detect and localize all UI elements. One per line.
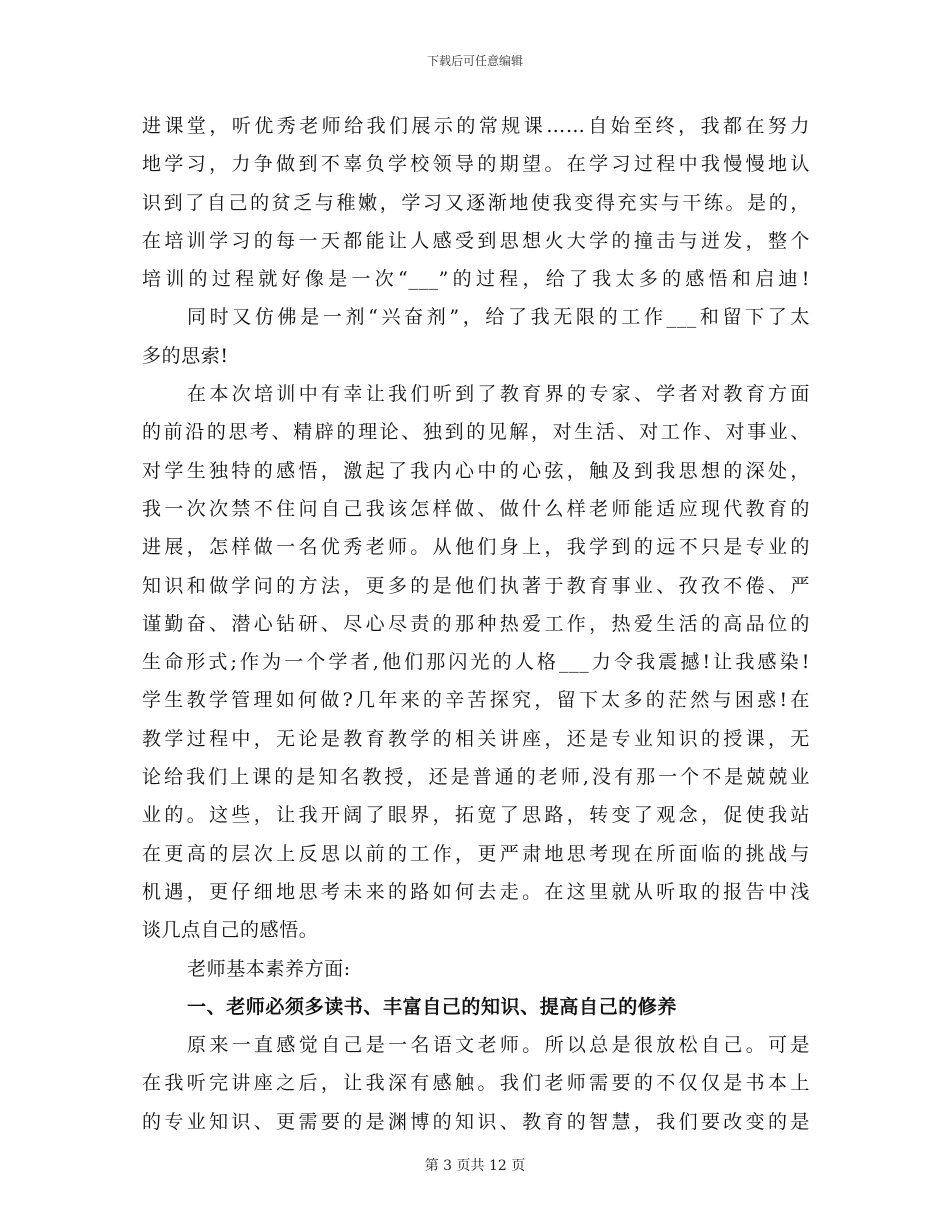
body-line: 我一次次禁不住问自己我该怎样做、做什么样老师能适应现代教育的 [142, 497, 810, 520]
body-line: 在培训学习的每一天都能让人感受到思想火大学的撞击与迸发，整个 [142, 229, 810, 252]
body-line: 机遇，更仔细地思考未来的路如何去走。在这里就从听取的报告中浅 [142, 880, 810, 903]
body-line: 对学生独特的感悟，激起了我内心中的心弦，触及到我思想的深处， [142, 459, 810, 482]
page-number: 第 3 页共 12 页 [424, 1158, 526, 1174]
body-line: 识到了自己的贫乏与稚嫩，学习又逐渐地使我变得充实与干练。是的， [142, 191, 810, 214]
body-line: 谈几点自己的感悟。 [142, 919, 319, 942]
body-line: 在更高的层次上反思以前的工作，更严肃地思考现在所面临的挑战与 [142, 842, 810, 865]
page-header: 下载后可任意编辑 [426, 54, 523, 68]
body-line: 地学习，力争做到不辜负学校领导的期望。在学习过程中我慢慢地认 [142, 153, 810, 176]
body-line: 论给我们上课的是知名教授，还是普通的老师,没有那一个不是兢兢业 [142, 766, 810, 789]
body-line: 原来一直感觉自己是一名语文老师。所以总是很放松自己。可是 [187, 1034, 810, 1057]
body-line: 多的思索! [142, 344, 229, 367]
body-line: 的专业知识、更需要的是渊博的知识、教育的智慧，我们要改变的是 [142, 1110, 810, 1133]
body-line: 在本次培训中有幸让我们听到了教育界的专家、学者对教育方面 [187, 383, 810, 406]
body-line: 业的。这些，让我开阔了眼界，拓宽了思路，转变了观念，促使我站 [142, 804, 810, 827]
body-line: 在我听完讲座之后，让我深有感触。我们老师需要的不仅仅是书本上 [142, 1072, 810, 1095]
body-line: 进课堂，听优秀老师给我们展示的常规课……自始至终，我都在努力 [142, 115, 810, 137]
document-body [142, 107, 810, 1141]
body-line: 谨勤奋、潜心钻研、尽心尽责的那种热爱工作，热爱生活的高品位的 [142, 612, 810, 635]
body-line: 生命形式;作为一个学者,他们那闪光的人格___力令我震撼!让我感染! [142, 651, 810, 674]
section-intro: 老师基本素养方面: [187, 957, 351, 980]
body-line: 学生教学管理如何做?几年来的辛苦探究，留下太多的茫然与困惑!在 [142, 689, 810, 712]
body-line: 知识和做学问的方法，更多的是他们执著于教育事业、孜孜不倦、严 [142, 574, 810, 597]
body-line: 的前沿的思考、精辟的理论、独到的见解，对生活、对工作、对事业、 [142, 421, 810, 444]
section-heading: 一、老师必须多读书、丰富自己的知识、提高自己的修养 [187, 995, 678, 1018]
body-line: 培训的过程就好像是一次“___”的过程，给了我太多的感悟和启迪! [142, 268, 810, 291]
body-line: 同时又仿佛是一剂“兴奋剂”，给了我无限的工作___和留下了太 [187, 306, 810, 329]
body-line: 教学过程中，无论是教育教学的相关讲座，还是专业知识的授课，无 [142, 727, 810, 750]
body-line: 进展，怎样做一名优秀老师。从他们身上，我学到的远不只是专业的 [142, 536, 810, 559]
